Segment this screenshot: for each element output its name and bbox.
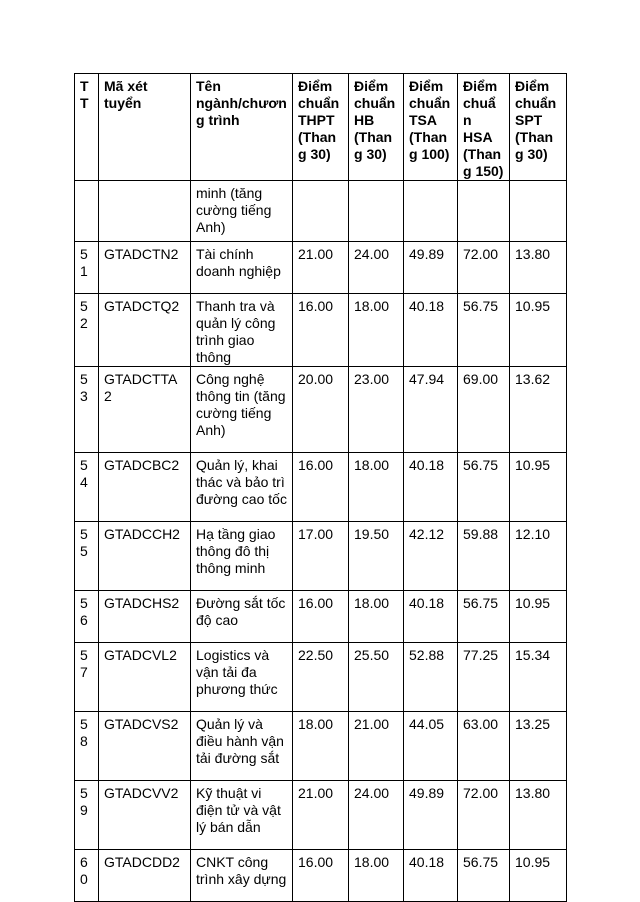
cell-spt: 13.25 [510,712,567,781]
cell-hb: 24.00 [349,242,404,294]
cell-hsa: 72.00 [458,242,510,294]
cell-ma: GTADCTQ2 [99,294,191,367]
cell-hsa: 56.75 [458,453,510,522]
table-row [75,643,567,712]
cell-tsa: 49.89 [404,781,458,850]
cell-thpt: 16.00 [293,453,349,522]
cell-thpt: 21.00 [293,781,349,850]
table-row [75,294,567,367]
table-row [75,712,567,781]
cell-hb: 21.00 [349,712,404,781]
header-spt: Điểm chuẩn SPT (Thang 30) [510,74,567,181]
table-cell [510,181,567,242]
header-ten-nganh: Tên ngành/chương trình [191,74,293,181]
table-row [75,781,567,850]
cell-thpt: 21.00 [293,242,349,294]
cell-thpt: 18.00 [293,712,349,781]
cell-spt: 13.62 [510,367,567,453]
header-tsa: Điểm chuẩn TSA (Thang 100) [404,74,458,181]
cell-tt: 57 [75,643,99,712]
cell-tt: 56 [75,591,99,643]
cell-tsa: 44.05 [404,712,458,781]
cell-tsa: 52.88 [404,643,458,712]
cell-tt: 60 [75,850,99,902]
cell-hb: 25.50 [349,643,404,712]
table-row [75,453,567,522]
cell-tsa: 40.18 [404,850,458,902]
cell-ten: Kỹ thuật vi điện tử và vật lý bán dẫn [191,781,293,850]
table-row [75,591,567,643]
cell-tt: 58 [75,712,99,781]
cell-tt: 51 [75,242,99,294]
cell-ten: Thanh tra và quản lý công trình giao thông [191,294,293,367]
cell-spt: 13.80 [510,242,567,294]
cell-ma: GTADCBC2 [99,453,191,522]
cell-thpt: 20.00 [293,367,349,453]
cell-thpt: 16.00 [293,850,349,902]
cell-tt: 59 [75,781,99,850]
table-cell [75,181,99,242]
cell-hb: 24.00 [349,781,404,850]
cell-hsa: 69.00 [458,367,510,453]
cell-ten: Đường sắt tốc độ cao [191,591,293,643]
cell-ten: Hạ tầng giao thông đô thị thông minh [191,522,293,591]
cell-tsa: 47.94 [404,367,458,453]
cell-ten: Quản lý, khai thác và bảo trì đường cao tốc [191,453,293,522]
cell-tt: 52 [75,294,99,367]
cell-ten: CNKT công trình xây dựng [191,850,293,902]
cell-hsa: 56.75 [458,591,510,643]
cell-tsa: 42.12 [404,522,458,591]
cell-tsa: 40.18 [404,294,458,367]
table-cell [99,181,191,242]
cell-ma: GTADCVL2 [99,643,191,712]
cell-spt: 13.80 [510,781,567,850]
cell-thpt: 17.00 [293,522,349,591]
cell-hb: 18.00 [349,453,404,522]
cell-hsa: 63.00 [458,712,510,781]
cell-ten: Logistics và vận tải đa phương thức [191,643,293,712]
cell-spt: 10.95 [510,591,567,643]
cell-hsa: 72.00 [458,781,510,850]
cell-tsa: 40.18 [404,453,458,522]
cell-hsa: 56.75 [458,850,510,902]
header-ma-xet-tuyen: Mã xét tuyển [99,74,191,181]
cell-hb: 19.50 [349,522,404,591]
table-cell [349,181,404,242]
cell-spt: 10.95 [510,453,567,522]
cell-hsa: 77.25 [458,643,510,712]
cell-thpt: 16.00 [293,591,349,643]
cell-spt: 10.95 [510,850,567,902]
cell-ma: GTADCCH2 [99,522,191,591]
table-cell [404,181,458,242]
header-hb: Điểm chuẩn HB (Thang 30) [349,74,404,181]
cell-ma: GTADCHS2 [99,591,191,643]
cell-hb: 18.00 [349,850,404,902]
header-tt: TT [75,74,99,181]
cell-tt: 53 [75,367,99,453]
table-row [75,522,567,591]
cell-ma: GTADCVV2 [99,781,191,850]
cell-tt: 54 [75,453,99,522]
cell-hsa: 56.75 [458,294,510,367]
cell-tsa: 49.89 [404,242,458,294]
cell-tt: 55 [75,522,99,591]
cell-tsa: 40.18 [404,591,458,643]
cell-thpt: 22.50 [293,643,349,712]
cell-ma: GTADCTN2 [99,242,191,294]
cell-hb: 18.00 [349,294,404,367]
table-row-continuation [75,181,567,242]
header-hsa: Điểm chuẩn HSA (Thang 150) [458,74,510,181]
cell-spt: 10.95 [510,294,567,367]
cell-spt: 15.34 [510,643,567,712]
header-thpt: Điểm chuẩn THPT (Thang 30) [293,74,349,181]
table-cell [458,181,510,242]
header-row [75,74,567,181]
cell-ten: Quản lý và điều hành vận tải đường sắt [191,712,293,781]
cell-thpt: 16.00 [293,294,349,367]
cell-ma: GTADCTTA2 [99,367,191,453]
admission-scores-table [74,73,567,902]
table-row [75,367,567,453]
table-row [75,850,567,902]
cell-ma: GTADCDD2 [99,850,191,902]
cell-ten: Công nghệ thông tin (tăng cường tiếng Anh) [191,367,293,453]
table-cell [293,181,349,242]
cell-hsa: 59.88 [458,522,510,591]
cell-ma: GTADCVS2 [99,712,191,781]
cell-spt: 12.10 [510,522,567,591]
table-cell-ten: minh (tăng cường tiếng Anh) [191,181,293,242]
table-row [75,242,567,294]
cell-hb: 18.00 [349,591,404,643]
cell-hb: 23.00 [349,367,404,453]
cell-ten: Tài chính doanh nghiệp [191,242,293,294]
